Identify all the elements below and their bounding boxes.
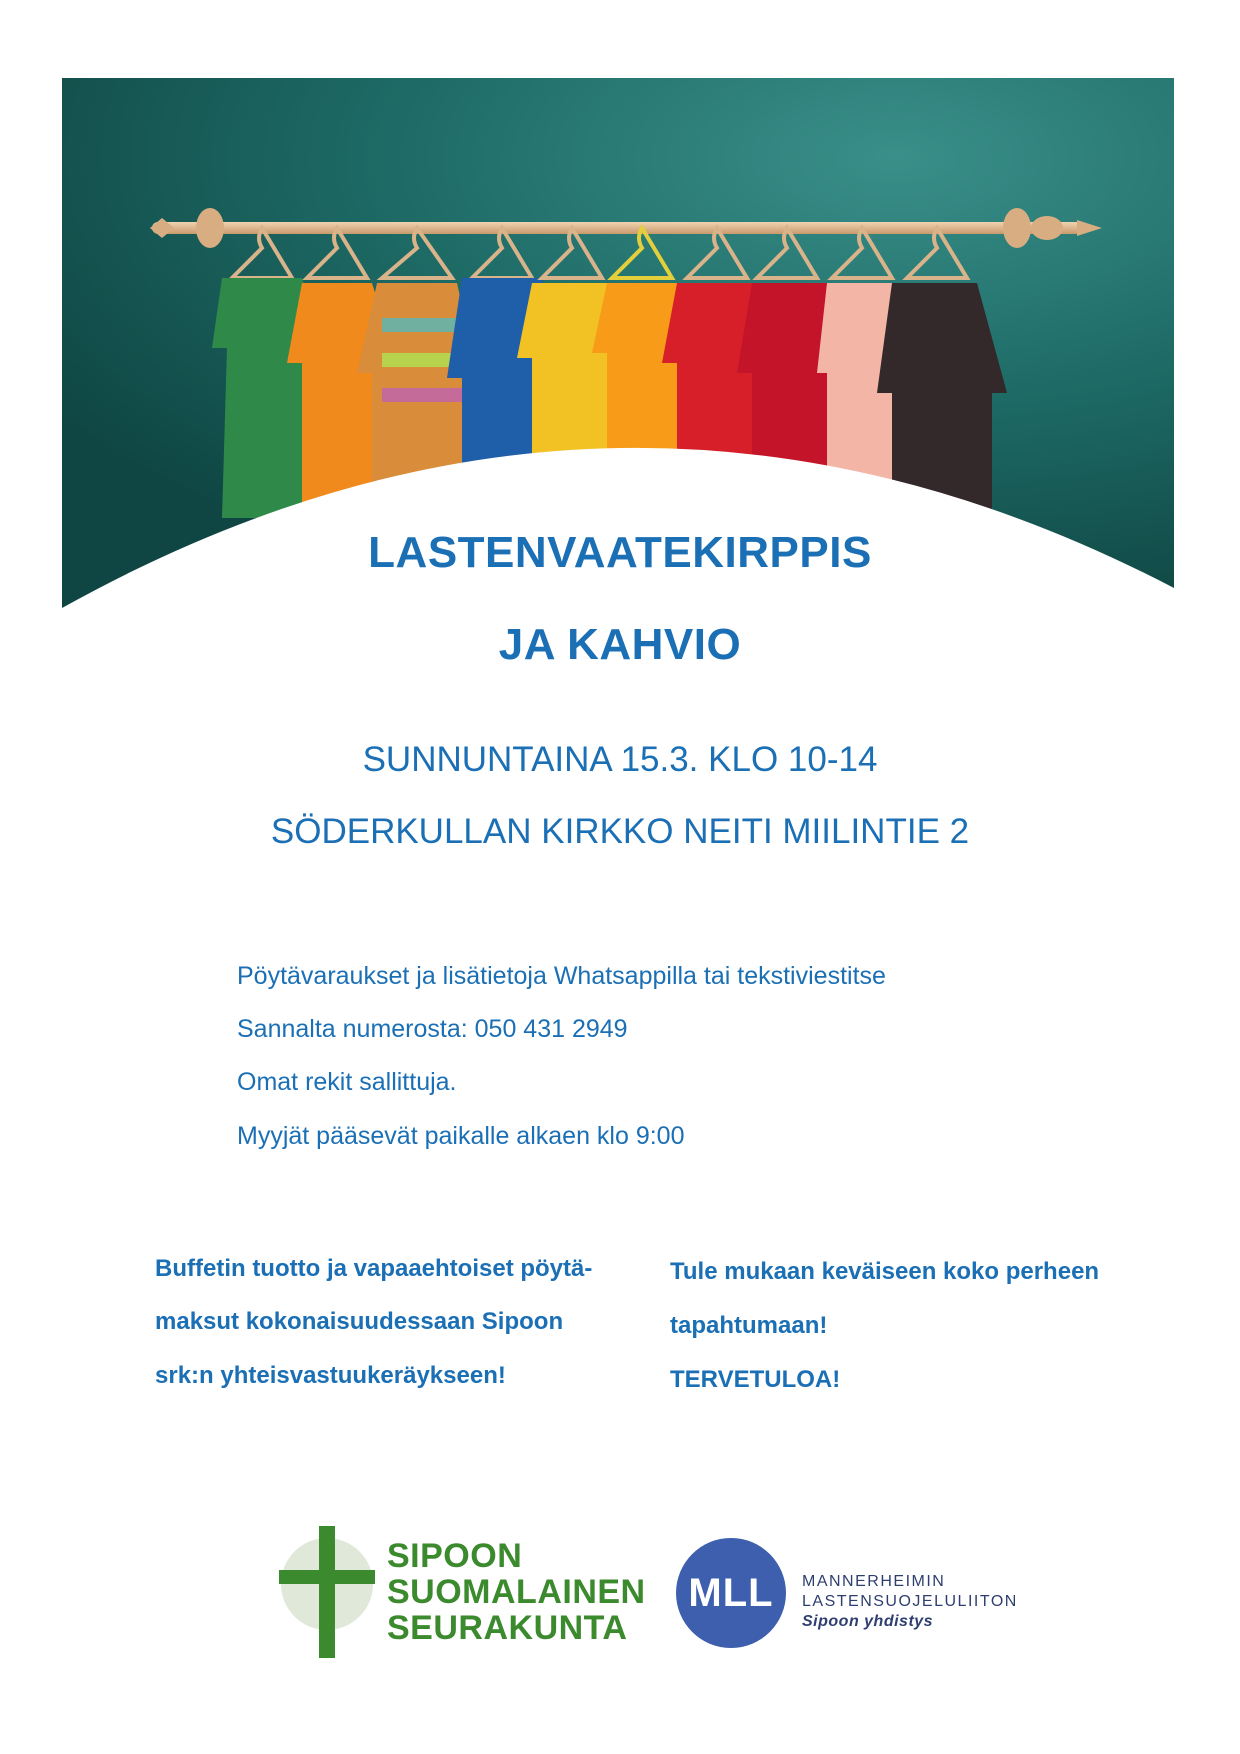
ssk-name [387, 1538, 646, 1646]
info-line-reservations: Pöytävaraukset ja lisätietoja Whatsappilla tai tekstiviestitse [237, 962, 886, 990]
mll-mark: MLL [676, 1538, 786, 1648]
cross-icon [277, 1522, 377, 1662]
event-date-time: SUNNUNTAINA 15.3. KLO 10-14 [362, 740, 878, 779]
left-note-line2: maksut kokonaisuudessaan Sipoon [155, 1308, 564, 1335]
mll-line1: MANNERHEIMIN [802, 1573, 946, 1590]
left-note-line1: Buffetin tuotto ja vapaaehtoiset pöytä- [155, 1255, 593, 1282]
mll-name [802, 1572, 1018, 1632]
mll-logo [676, 1534, 1046, 1654]
mll-line3: Sipoon yhdistys [802, 1613, 934, 1630]
right-note-line1: Tule mukaan keväiseen koko perheen [670, 1258, 1100, 1285]
event-title-line2: JA KAHVIO [498, 620, 742, 669]
info-line-racks: Omat rekit sallittuja. [237, 1068, 457, 1096]
event-location: SÖDERKULLAN KIRKKO NEITI MIILINTIE 2 [270, 812, 970, 851]
event-title-line1: LASTENVAATEKIRPPIS [368, 528, 872, 577]
mll-line2: LASTENSUOJELULIITON [802, 1593, 1018, 1610]
sipoon-seurakunta-logo [277, 1522, 657, 1662]
info-line-phone: Sannalta numerosta: 050 431 2949 [237, 1015, 628, 1043]
right-note-line2: tapahtumaan! [670, 1312, 828, 1339]
ssk-line1: SIPOON [387, 1537, 523, 1575]
info-line-sellers: Myyjät pääsevät paikalle alkaen klo 9:00 [237, 1122, 685, 1150]
ssk-line3: SEURAKUNTA [387, 1609, 628, 1647]
ssk-line2: SUOMALAINEN [387, 1573, 646, 1611]
right-note-line3: TERVETULOA! [670, 1366, 841, 1393]
left-note-line3: srk:n yhteisvastuukeräykseen! [155, 1362, 506, 1389]
